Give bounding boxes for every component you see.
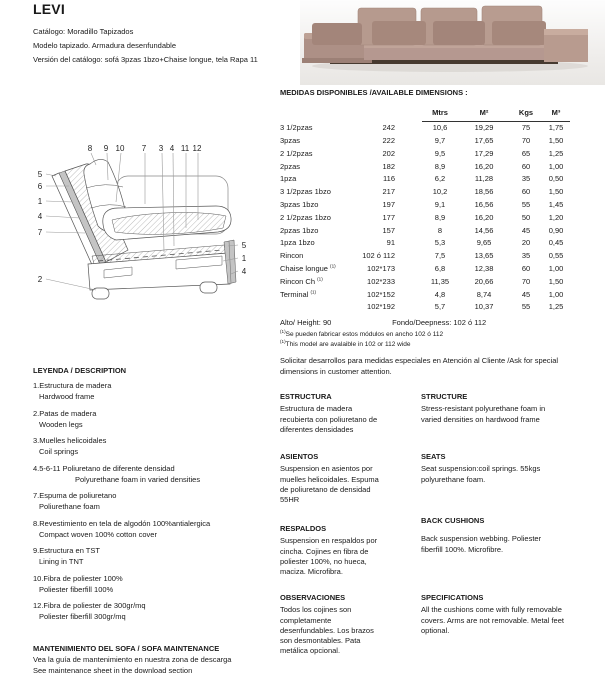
module-kgs: 70 <box>521 135 531 145</box>
dimension-row <box>280 135 570 148</box>
module-mtrs: 7,5 <box>434 251 446 261</box>
legend-item-es: 9.Estructura en TST <box>33 546 100 555</box>
callout-1-right: 1 <box>241 254 247 263</box>
maintenance-section <box>33 643 313 676</box>
legend-item-es: 2.Patas de madera <box>33 408 97 418</box>
module-size: 157 <box>382 225 395 235</box>
legend-item-es: 3.Muelles helicoidales <box>33 436 107 445</box>
legend-item-en: Hardwood frame <box>39 392 95 401</box>
module-m2: 20,66 <box>474 276 494 286</box>
dimension-row <box>280 276 570 289</box>
callout-5-right: 5 <box>241 241 247 250</box>
module-kgs: 75 <box>521 123 531 133</box>
module-name: 3 1/2pzas 1bzo <box>280 187 331 197</box>
dimension-row <box>280 224 570 237</box>
page-title: LEVI <box>33 1 65 17</box>
module-kgs: 60 <box>521 263 531 273</box>
module-mtrs: 10,6 <box>432 123 448 133</box>
model-line: Modelo tapizado. Armadura desenfundable <box>33 40 177 50</box>
legend-item-es: 10.Fibra de poliester 100% <box>33 573 123 583</box>
module-m2: 18,56 <box>474 187 494 197</box>
col-kgs: Kgs <box>510 108 542 122</box>
module-size: 102*233 <box>367 276 395 286</box>
module-m3: 0,50 <box>548 174 564 184</box>
module-name: 1pza 1bzo <box>280 238 315 248</box>
module-m3: 1,50 <box>548 135 564 145</box>
legend-item-es: 12.Fibra de poliester de 300gr/mq <box>33 601 146 610</box>
module-mtrs: 9,7 <box>434 135 446 145</box>
module-m3: 1,75 <box>548 123 564 133</box>
module-m3: 1,25 <box>548 148 564 158</box>
module-mtrs: 9,5 <box>434 148 446 158</box>
dimension-row <box>280 173 570 186</box>
module-m3: 1,50 <box>548 276 564 286</box>
height-value: Alto/ Height: 90 <box>280 318 332 327</box>
catalog-line: Catálogo: Moradillo Tapizados <box>33 27 134 36</box>
maintenance-heading: MANTENIMIENTO DEL SOFA / SOFA MAINTENANCE <box>33 644 220 653</box>
module-mtrs: 5,3 <box>434 238 446 248</box>
dimension-row <box>280 288 570 301</box>
module-name: Chaise longue $^{(1)}$ <box>280 263 336 273</box>
module-kgs: 55 <box>521 199 531 209</box>
spec-back-cushions: BACK CUSHIONS Back suspension webbing. Poliester fiberfill 100%. Microfibre. <box>421 516 542 554</box>
legend-item <box>33 463 278 485</box>
dimension-row <box>280 186 570 199</box>
module-mtrs: 6,8 <box>434 263 446 273</box>
module-m3: 1,20 <box>548 212 564 222</box>
legend-item <box>33 518 278 540</box>
module-kgs: 50 <box>521 212 531 222</box>
legend-item-es: 4.5-6-11 Poliuretano de diferente densidad <box>33 463 175 473</box>
module-m2: 12,38 <box>474 263 494 273</box>
module-mtrs: 10,2 <box>432 187 448 197</box>
module-kgs: 70 <box>521 276 531 286</box>
module-mtrs: 8,9 <box>434 161 446 171</box>
spec-structure: STRUCTURE Stress-resistant polyurethane foam in varied densities on hardwood frame <box>421 392 546 424</box>
module-m2: 10,37 <box>474 302 494 312</box>
dimension-row <box>280 148 570 161</box>
callout-5-left: 5 <box>37 170 43 179</box>
callout-10: 10 <box>115 144 125 153</box>
special-dimensions-note: Solicitar desarrollos para medidas especiales en Atención al Cliente /Ask for special dimensions in customer attention. <box>280 356 559 376</box>
module-m3: 1,00 <box>548 289 564 299</box>
module-size: 242 <box>382 122 395 132</box>
callout-7-left: 7 <box>37 228 43 237</box>
module-name: Rincon <box>280 251 304 261</box>
module-size: 222 <box>382 135 395 145</box>
module-size: 197 <box>382 199 395 209</box>
module-m2: 16,20 <box>474 161 494 171</box>
legend-heading: LEYENDA / DESCRIPTION <box>33 366 127 375</box>
dimension-row <box>280 250 570 263</box>
module-mtrs: 4,8 <box>434 289 446 299</box>
module-m2: 19,29 <box>474 123 494 133</box>
module-name: Rincon Ch $^{(1)}$ <box>280 276 323 286</box>
module-kgs: 45 <box>521 225 531 235</box>
module-m3: 1,50 <box>548 187 564 197</box>
module-m2: 16,56 <box>474 199 494 209</box>
module-kgs: 55 <box>521 302 531 312</box>
maintenance-es: Vea la guía de mantenimiento en nuestra zona de descarga <box>33 655 232 664</box>
module-m2: 8,74 <box>476 289 492 299</box>
module-size: 217 <box>382 187 395 197</box>
legend-item <box>33 380 278 402</box>
module-m2: 17,65 <box>474 135 494 145</box>
legend-item <box>33 490 278 512</box>
legend-list <box>33 380 278 628</box>
module-kgs: 60 <box>521 187 531 197</box>
module-size: 102*152 <box>367 289 395 299</box>
spec-respaldos: RESPALDOS Suspension en respaldos por cincha. Cojines en fibra de poliester 100%, no hueca, maciza. Microfibra. <box>280 524 378 577</box>
catalog-info <box>33 27 298 68</box>
version-line: Versión del catálogo: sofá 3pzas 1bzo+Chaise longue, tela Rapa 11 <box>33 55 258 64</box>
dimensions-header-row <box>280 108 570 122</box>
module-kgs: 45 <box>521 289 531 299</box>
module-mtrs: 8 <box>437 225 443 235</box>
legend-item-es: 8.Revestimiento en tela de algodón 100%antialergica <box>33 518 211 528</box>
legend-item <box>33 435 278 457</box>
module-name: 3pzas 1bzo <box>280 199 319 209</box>
callout-4-top: 4 <box>169 144 175 153</box>
callout-7-top: 7 <box>141 144 147 153</box>
spec-observaciones: OBSERVACIONES Todos los cojines son completamente desenfundables. Los brazos son desmontables. Pata metálica opcional. <box>280 593 374 656</box>
col-m2: M² <box>458 108 510 122</box>
callout-4-right: 4 <box>241 267 247 276</box>
module-kgs: 65 <box>521 148 531 158</box>
module-size: 102*192 <box>367 302 395 312</box>
module-name: 1pza <box>280 174 297 184</box>
dimension-row <box>280 301 570 314</box>
legend-item-en: Poliester fiberfill 300gr/mq <box>39 612 126 621</box>
spec-asientos: ASIENTOS Suspension en asientos por muelles helicoidales. Espuma de poliuretano de densidad 55HR <box>280 452 379 505</box>
callout-8: 8 <box>87 144 93 153</box>
module-size: 102*173 <box>367 263 395 273</box>
callout-1-left: 1 <box>37 197 43 206</box>
depth-value: Fondo/Deepness: 102 ó 112 <box>392 318 487 327</box>
module-size: 116 <box>383 174 395 184</box>
callout-4-left: 4 <box>37 212 43 221</box>
callout-9: 9 <box>103 144 109 153</box>
module-name: 2 1/2pzas 1bzo <box>280 212 331 222</box>
callout-11: 11 <box>180 144 190 153</box>
module-m2: 14,56 <box>474 225 494 235</box>
dimensions-table <box>280 108 570 314</box>
footnote-es: $^{(1)}$Se pueden fabricar estos módulos en ancho 102 ó 112 <box>280 328 444 338</box>
module-size: 91 <box>386 238 395 248</box>
module-name: 2 1/2pzas <box>280 148 313 158</box>
module-kgs: 35 <box>521 174 531 184</box>
dimension-row <box>280 212 570 225</box>
module-m3: 1,25 <box>548 302 564 312</box>
module-m2: 16,20 <box>474 212 494 222</box>
module-name: Terminal $^{(1)}$ <box>280 289 317 299</box>
spec-estructura: ESTRUCTURA Estructura de madera recubierta con poliuretano de diferentes densidades <box>280 392 378 434</box>
module-size: 182 <box>382 161 395 171</box>
dimension-row <box>280 237 570 250</box>
dimension-row <box>280 122 570 135</box>
dimension-row <box>280 263 570 276</box>
module-name: 2pzas 1bzo <box>280 225 319 235</box>
module-kgs: 20 <box>521 238 531 248</box>
module-mtrs: 8,9 <box>434 212 446 222</box>
module-mtrs: 6,2 <box>434 174 446 184</box>
legend-item-en: Compact woven 100% cotton cover <box>39 529 157 539</box>
legend-item <box>33 600 278 622</box>
module-kgs: 35 <box>521 251 531 261</box>
legend-item-en: Poliurethane foam <box>39 502 100 511</box>
module-size: 202 <box>382 148 395 158</box>
callout-3: 3 <box>158 144 164 153</box>
legend-item <box>33 573 278 595</box>
legend-item-en: Polyurethane foam in varied densities <box>75 474 201 484</box>
legend-item-en: Wooden legs <box>39 419 83 429</box>
spec-specifications: SPECIFICATIONS All the cushions come with fully removable covers. Arms are not removable. Metal feet optional. <box>421 593 564 635</box>
callout-12: 12 <box>192 144 202 153</box>
module-m3: 1,00 <box>548 161 564 171</box>
module-m3: 1,45 <box>548 199 564 209</box>
module-name: 3 1/2pzas <box>280 122 313 132</box>
module-kgs: 60 <box>521 161 531 171</box>
module-m2: 13,65 <box>474 251 494 261</box>
footnote-en: $^{(1)}$This model are avalaible in 102 or 112 wide <box>280 338 411 348</box>
sofa-photo <box>300 0 605 85</box>
module-mtrs: 9,1 <box>434 199 446 209</box>
module-name <box>280 301 350 314</box>
legend-item <box>33 545 278 567</box>
module-m2: 17,29 <box>474 148 494 158</box>
dimension-row <box>280 160 570 173</box>
height-depth-line <box>280 318 486 329</box>
legend-item-en: Poliester fiberfill 100% <box>39 584 114 594</box>
module-size: 177 <box>382 212 395 222</box>
module-name: 3pzas <box>280 135 301 145</box>
module-size: 102 ó 112 <box>362 251 395 261</box>
module-m2: 9,65 <box>476 238 492 248</box>
module-mtrs: 5,7 <box>434 302 446 312</box>
module-m3: 0,45 <box>548 238 564 248</box>
legend-item-en: Lining in TNT <box>39 557 84 566</box>
module-m3: 0,90 <box>548 225 564 235</box>
col-mtrs: Mtrs <box>422 108 458 122</box>
sofa-frame-diagram <box>28 140 258 300</box>
col-m3: M³ <box>542 108 570 122</box>
module-name: 2pzas <box>280 161 301 171</box>
spec-seats: SEATS Seat suspension:coil springs. 55kgs polyurethane foam. <box>421 452 541 484</box>
dimensions-heading: MEDIDAS DISPONIBLES /AVAILABLE DIMENSIONS : <box>280 88 468 97</box>
callout-6-left: 6 <box>37 182 43 191</box>
module-m3: 1,00 <box>548 263 564 273</box>
module-mtrs: 11,35 <box>430 276 450 286</box>
legend-item-es: 7.Espuma de poliuretano <box>33 491 117 500</box>
legend-item <box>33 408 278 430</box>
legend-item-en: Coil springs <box>39 447 79 456</box>
dimension-row <box>280 199 570 212</box>
callout-2-left: 2 <box>37 275 43 284</box>
legend-item-es: 1.Estructura de madera <box>33 381 112 390</box>
module-m2: 11,28 <box>474 174 494 184</box>
module-m3: 0,55 <box>548 251 564 261</box>
maintenance-en: See maintenance sheet in the download section <box>33 666 193 675</box>
